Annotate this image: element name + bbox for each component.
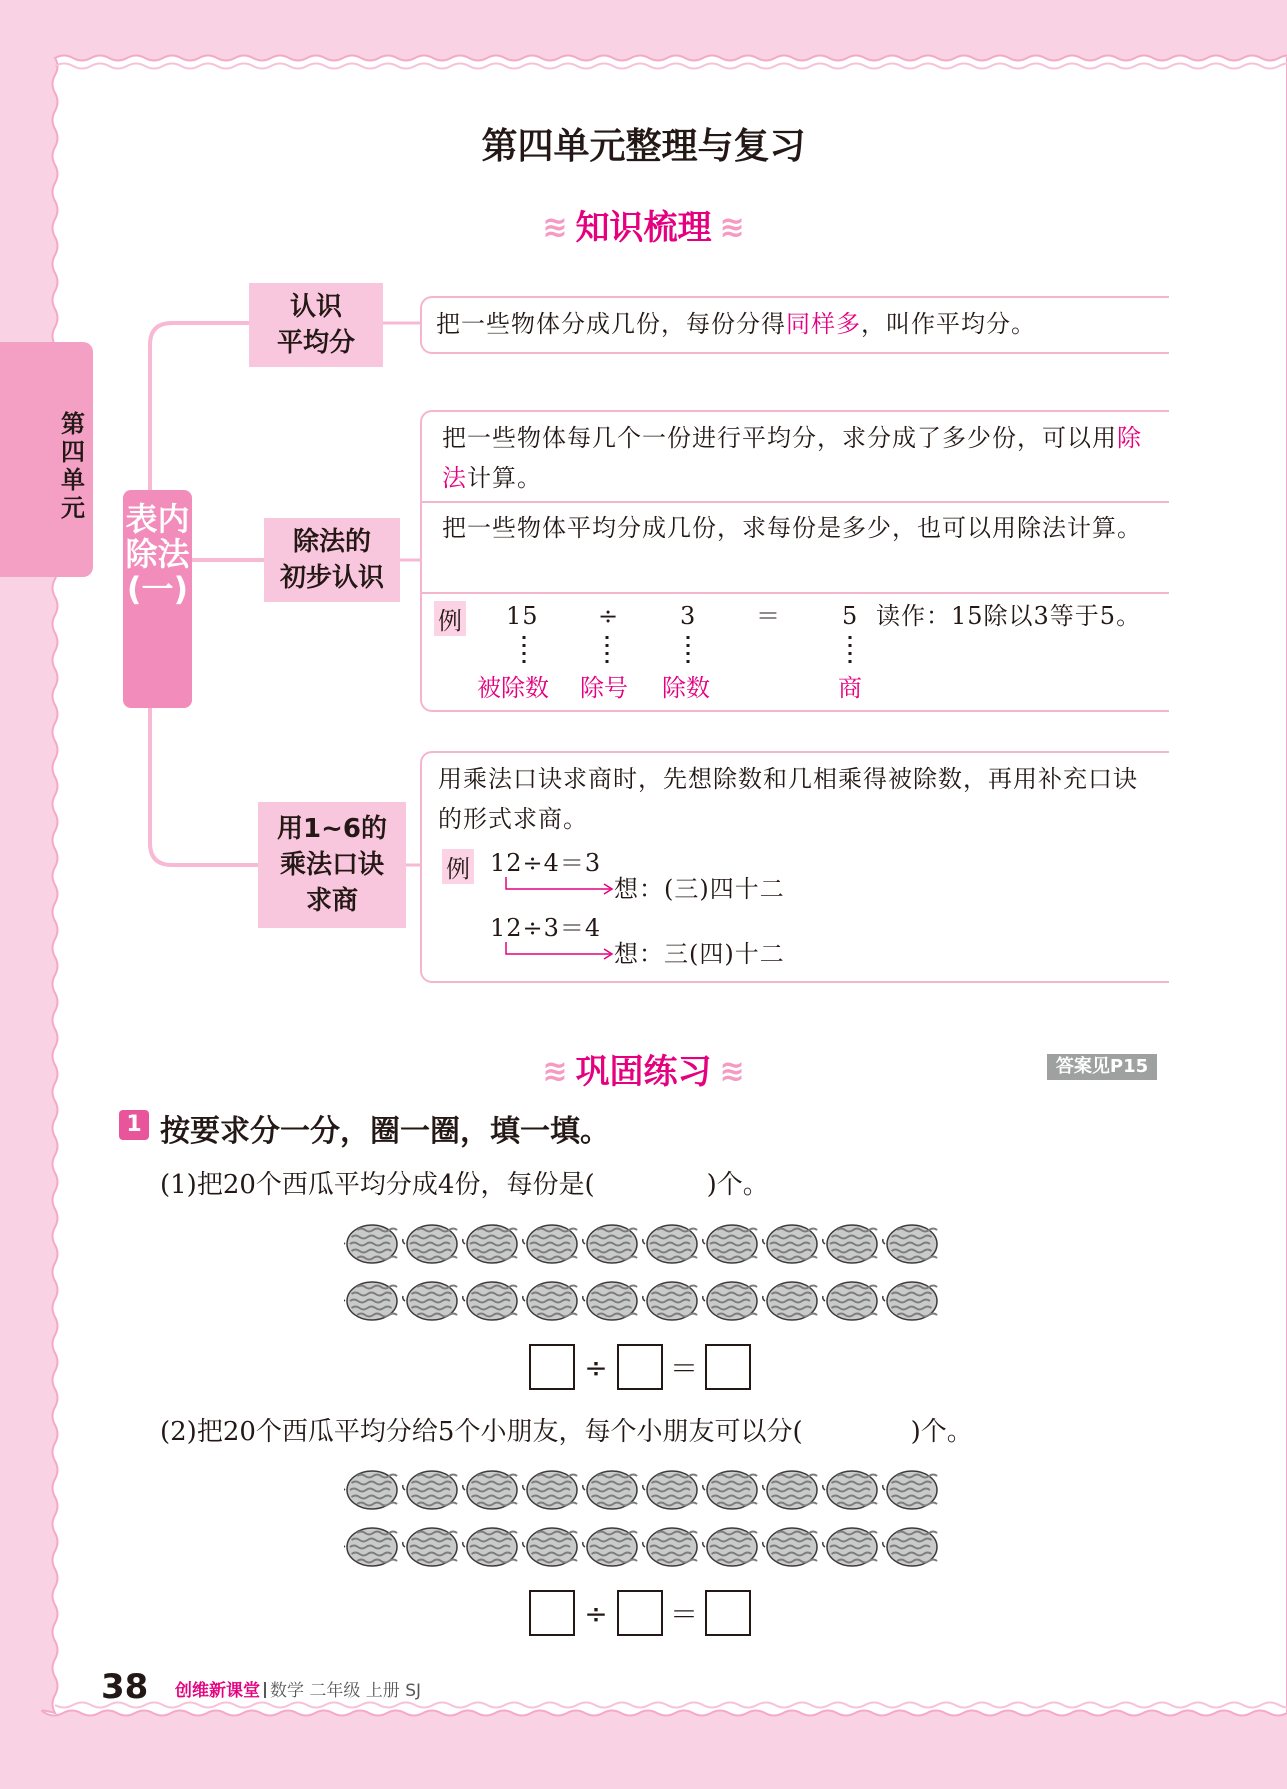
dividend-answer-box[interactable] — [529, 1344, 575, 1390]
sub-question-text: )个。 — [706, 1170, 769, 1200]
watermelon-icon — [823, 1225, 877, 1263]
watermelon-svg — [344, 1219, 944, 1331]
watermelon-icon — [523, 1225, 577, 1263]
quotient-answer-box[interactable] — [705, 1344, 751, 1390]
text-segment: ，叫作平均分。 — [861, 310, 1036, 338]
practice-heading-text: 巩固练习 — [575, 1052, 712, 1092]
sub-question-text: (1)把20个西瓜平均分成4份，每份是( — [160, 1170, 595, 1200]
branch-node-line: 除法的 — [292, 527, 371, 557]
example-dividend: 15 — [506, 602, 539, 630]
example-dotted-pointers — [422, 634, 922, 670]
watermelon-icon — [523, 1528, 577, 1566]
watermelon-svg — [344, 1465, 944, 1577]
footer-book-info: 数学 二年级 上册 SJ — [270, 1681, 422, 1701]
watermelon-icon — [703, 1282, 757, 1320]
division-para-2: 把一些物体平均分成几份，求每份是多少，也可以用除法计算。 — [442, 514, 1142, 542]
equals-sign: ＝ — [669, 1352, 698, 1385]
watermelon-icon — [403, 1282, 457, 1320]
page-number: 38 — [101, 1667, 149, 1707]
watermelon-icon — [643, 1471, 697, 1509]
example-equals: ＝ — [756, 602, 781, 630]
watermelon-icon — [403, 1528, 457, 1566]
watermelon-icon — [583, 1282, 637, 1320]
example-expression-2: 12÷3＝4 — [490, 914, 602, 942]
example-reading: 读作：15除以3等于5。 — [876, 602, 1142, 630]
wave-left-icon: ≋ — [542, 1054, 568, 1089]
question-number-badge: 1 — [119, 1110, 149, 1140]
knowledge-heading-text: 知识梳理 — [575, 208, 712, 248]
box-divider — [422, 501, 1169, 503]
dividend-answer-box[interactable] — [529, 1590, 575, 1636]
example-tag: 例 — [442, 849, 474, 884]
watermelon-icon — [463, 1282, 517, 1320]
watermelon-icon — [643, 1282, 697, 1320]
wave-right-icon: ≋ — [719, 1054, 745, 1089]
watermelon-icon — [703, 1471, 757, 1509]
division-para-1 — [442, 418, 1152, 498]
example-arrows — [422, 873, 622, 973]
watermelon-icon — [883, 1282, 937, 1320]
watermelon-icon — [823, 1282, 877, 1320]
quotient-answer-box[interactable] — [705, 1590, 751, 1636]
label-quotient: 商 — [838, 674, 862, 702]
label-division-sign: 除号 — [580, 674, 628, 702]
text-segment: 把一些物体每几个一份进行平均分，求分成了多少份，可以用 — [442, 424, 1117, 452]
watermelon-icon — [403, 1225, 457, 1263]
equation-1 — [529, 1344, 751, 1390]
watermelon-icon — [344, 1225, 397, 1263]
watermelon-icon — [883, 1471, 937, 1509]
text-segment: 计算。 — [467, 464, 542, 492]
example-think-1: 想：(三)四十二 — [614, 875, 785, 903]
label-divisor: 除数 — [662, 674, 710, 702]
division-sign: ÷ — [584, 1350, 608, 1384]
watermelon-icon — [344, 1471, 397, 1509]
watermelon-group-1[interactable] — [344, 1219, 944, 1331]
watermelon-icon — [883, 1528, 937, 1566]
watermelon-icon — [763, 1282, 817, 1320]
watermelon-icon — [763, 1471, 817, 1509]
example-think-2: 想：三(四)十二 — [614, 940, 785, 968]
branch-node-line: 用1~6的 — [277, 814, 387, 844]
average-definition-text — [436, 304, 1166, 344]
footer-separator — [264, 1682, 266, 1698]
sub-question-text: )个。 — [910, 1417, 973, 1447]
watermelon-icon — [523, 1282, 577, 1320]
watermelon-icon — [463, 1225, 517, 1263]
watermelon-icon — [403, 1471, 457, 1509]
footer-brand: 创维新课堂 — [175, 1681, 260, 1701]
example-expression-1: 12÷4＝3 — [490, 849, 602, 877]
box-divider — [422, 592, 1169, 594]
box-multiplication-method — [420, 751, 1169, 983]
watermelon-group-2[interactable] — [344, 1465, 944, 1577]
divisor-answer-box[interactable] — [617, 1344, 663, 1390]
division-sign: ÷ — [584, 1596, 608, 1630]
branch-node-line: 求商 — [305, 886, 358, 916]
branch-node-line: 认识 — [289, 292, 342, 322]
box-division-intro — [420, 410, 1169, 712]
wave-right-icon: ≋ — [719, 210, 745, 245]
branch-node-line: 初步认识 — [279, 563, 384, 593]
example-quotient: 5 — [842, 602, 859, 630]
example-divisor: 3 — [680, 602, 697, 630]
watermelon-icon — [823, 1528, 877, 1566]
text-highlight: 同样多 — [786, 310, 861, 338]
example-tag: 例 — [434, 601, 466, 636]
watermelon-icon — [523, 1471, 577, 1509]
watermelon-icon — [823, 1471, 877, 1509]
multiplication-text: 用乘法口诀求商时，先想除数和几相乘得被除数，再用补充口诀的形式求商。 — [438, 765, 1138, 833]
sub-question-text: (2)把20个西瓜平均分给5个小朋友，每个小朋友可以分( — [160, 1417, 803, 1447]
watermelon-icon — [703, 1225, 757, 1263]
branch-node-line: 乘法口诀 — [279, 850, 384, 880]
watermelon-icon — [583, 1528, 637, 1566]
sub-question-2 — [160, 1411, 973, 1448]
label-dividend: 被除数 — [477, 674, 549, 702]
watermelon-icon — [583, 1225, 637, 1263]
equation-2 — [529, 1590, 751, 1636]
main-topic-node — [123, 490, 192, 708]
box-average-definition — [420, 296, 1169, 354]
unit-side-tab-label: 第四单元 — [61, 410, 85, 522]
page-title: 第四单元整理与复习 — [481, 126, 806, 167]
watermelon-icon — [643, 1528, 697, 1566]
watermelon-icon — [883, 1225, 937, 1263]
text-segment: 把一些物体分成几份，每份分得 — [436, 310, 786, 338]
branch-node-multiplication — [258, 802, 406, 928]
branch-node-line: 平均分 — [276, 328, 355, 358]
watermelon-icon — [344, 1528, 397, 1566]
watermelon-icon — [763, 1225, 817, 1263]
watermelon-icon — [643, 1225, 697, 1263]
divisor-answer-box[interactable] — [617, 1590, 663, 1636]
wave-left-icon: ≋ — [542, 210, 568, 245]
watermelon-icon — [583, 1471, 637, 1509]
watermelon-icon — [703, 1528, 757, 1566]
watermelon-icon — [763, 1528, 817, 1566]
branch-node-average — [249, 283, 383, 367]
main-topic-label: 表内除法(一) — [125, 500, 190, 608]
example-division-sign: ÷ — [598, 602, 620, 630]
watermelon-icon — [463, 1471, 517, 1509]
text-highlight: 除法 — [442, 424, 1142, 492]
watermelon-icon — [463, 1528, 517, 1566]
watermelon-icon — [344, 1282, 397, 1320]
answer-reference-tag: 答案见P15 — [1047, 1054, 1157, 1080]
equals-sign: ＝ — [669, 1598, 698, 1631]
question-title: 按要求分一分，圈一圈，填一填。 — [160, 1114, 610, 1149]
sub-question-1 — [160, 1164, 769, 1201]
branch-node-division — [264, 518, 400, 602]
footer-info — [175, 1676, 421, 1701]
